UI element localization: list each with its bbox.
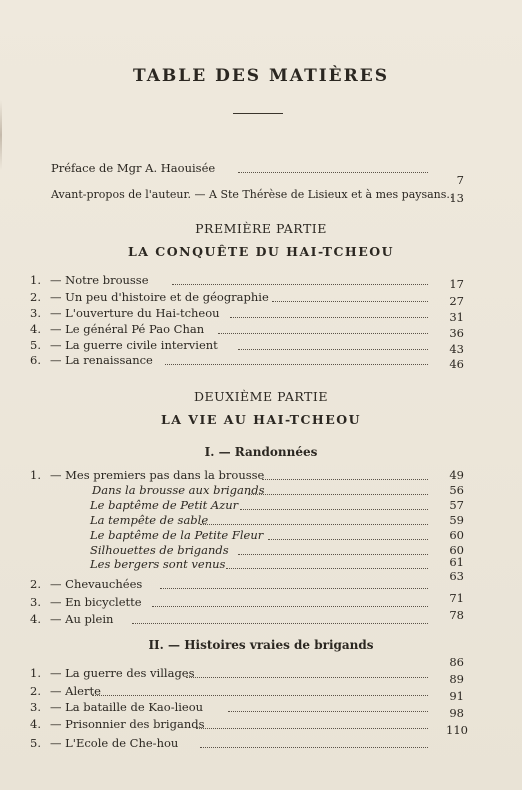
toc-entry [0,352,522,371]
dot-leader [200,523,428,525]
dot-leader [200,746,428,748]
toc-entry-number: 4. [30,612,41,626]
toc-entry-page: 86 [449,655,464,669]
toc-entry-text: — Mes premiers pas dans la brousse [50,468,265,482]
toc-entry-page: 46 [449,357,464,371]
toc-entry-text: Dans la brousse aux brigands [92,483,265,497]
dot-leader [196,727,428,729]
toc-entry-page: 57 [449,498,464,512]
toc-entry-text: — Prisonnier des brigands [50,717,205,731]
toc-subentry [0,527,522,543]
toc-entry-number: 3. [30,595,41,609]
toc-entry-number: 5. [30,736,41,750]
toc-entry-text: Le baptême de la Petite Fleur [90,528,264,542]
toc-entry-text: Préface de Mgr A. Haouisée [51,161,216,175]
dot-leader [248,493,428,495]
toc-entry-page: 59 [449,513,464,527]
toc-entry-number: 2. [30,577,41,591]
toc-entry-page: 43 [449,342,464,356]
toc-entry-text: — Le général Pé Pao Chan [50,322,205,336]
toc-entry-text: Silhouettes de brigands [90,543,229,557]
dot-leader [272,300,428,302]
toc-entry-page: 17 [449,277,464,291]
toc-entry-page: 13 [449,191,464,205]
toc-entry-number: 3. [30,306,41,320]
toc-entry-page: 60 [449,543,464,557]
toc-entry-page: 27 [449,294,464,308]
dot-leader [230,316,428,318]
toc-entry-page: 98 [449,706,464,720]
toc-entry-text: — La bataille de Kao-lieou [50,700,204,714]
dot-leader [218,332,428,334]
dot-leader [240,508,428,510]
toc-entry-text: — Alerte [50,684,101,698]
dot-leader [238,553,428,555]
dot-leader [268,538,428,540]
page-title: TABLE DES MATIÈRES [132,66,389,86]
dot-leader [226,567,428,569]
dot-leader [172,283,428,285]
toc-entry-page: 89 [449,672,464,686]
part-title: LA VIE AU HAI-TCHEOU [160,412,362,427]
toc-entry-page: 7 [456,173,464,187]
dot-leader [238,348,428,350]
toc-entry-page: 78 [449,608,464,622]
toc-entry-page: 71 [449,591,464,605]
toc-entry-text: Les bergers sont venus [90,557,226,571]
dot-leader [92,694,428,696]
toc-entry-number: 4. [30,322,41,336]
toc-entry-foreword [0,187,522,203]
toc-entry-page: 60 [449,528,464,542]
toc-entry-text: — L'ouverture du Hai-tcheou [50,306,220,320]
dot-leader [160,587,428,589]
toc-entry [0,608,522,627]
toc-entry [0,337,522,356]
toc-entry-page: 61 [449,555,464,569]
toc-entry-text: — Un peu d'histoire et de géographie [50,290,269,304]
toc-entry-text: — Notre brousse [50,273,149,287]
dot-leader [132,622,428,624]
toc-entry-number: 6. [30,353,41,367]
toc-entry-number: 2. [30,290,41,304]
toc-entry [0,305,522,324]
title-divider [233,113,283,114]
toc-entry-number: 5. [30,338,41,352]
toc-entry-text: — Au plein [50,612,114,626]
toc-entry-page: 36 [449,326,464,340]
toc-entry-page: 63 [449,569,464,583]
toc-entry [0,272,522,291]
section-title: I. — Randonnées [204,445,318,459]
toc-entry-page: 31 [449,310,464,324]
dot-leader [186,676,428,678]
toc-entry-text: Le baptême de Petit Azur [90,498,239,512]
toc-entry-page: 91 [449,689,464,703]
dot-leader [152,605,428,607]
part-label: PREMIÈRE PARTIE [195,221,327,236]
toc-entry-page: 110 [446,723,468,737]
toc-entry-text: — La renaissance [50,353,153,367]
toc-entry-text: — En bicyclette [50,595,142,609]
toc-entry-number: 1. [30,273,41,287]
toc-subentry [0,497,522,513]
toc-entry-number: 1. [30,666,41,680]
toc-entry-number: 1. [30,468,41,482]
toc-entry-number: 3. [30,700,41,714]
section-title: II. — Histoires vraies de brigands [148,638,374,652]
part-label: DEUXIÈME PARTIE [194,389,328,404]
toc-entry-text: — La guerre des villages [50,666,195,680]
dot-leader [165,363,428,365]
toc-entry-text: — Chevauchées [50,577,143,591]
toc-entry-text: La tempête de sable [90,513,209,527]
dot-leader [238,171,428,173]
toc-entry [0,321,522,340]
toc-entry-text: — La guerre civile intervient [50,338,218,352]
dot-leader [262,478,428,480]
toc-entry-preface [0,160,522,187]
toc-entry-number: 2. [30,684,41,698]
toc-entry-page: 49 [449,468,464,482]
toc-entry [0,289,522,308]
toc-entry-number: 4. [30,717,41,731]
part-title: LA CONQUÊTE DU HAI-TCHEOU [127,244,395,259]
toc-entry [0,467,522,483]
dot-leader [228,710,428,712]
toc-subentry [0,482,522,498]
toc-entry-text: — L'Ecole de Che-hou [50,736,179,750]
toc-subentry [0,512,522,528]
toc-entry-text: Avant-propos de l'auteur. — A Ste Thérèse de Lisieux et à mes paysans.. [51,188,454,201]
toc-entry-page: 56 [449,483,464,497]
